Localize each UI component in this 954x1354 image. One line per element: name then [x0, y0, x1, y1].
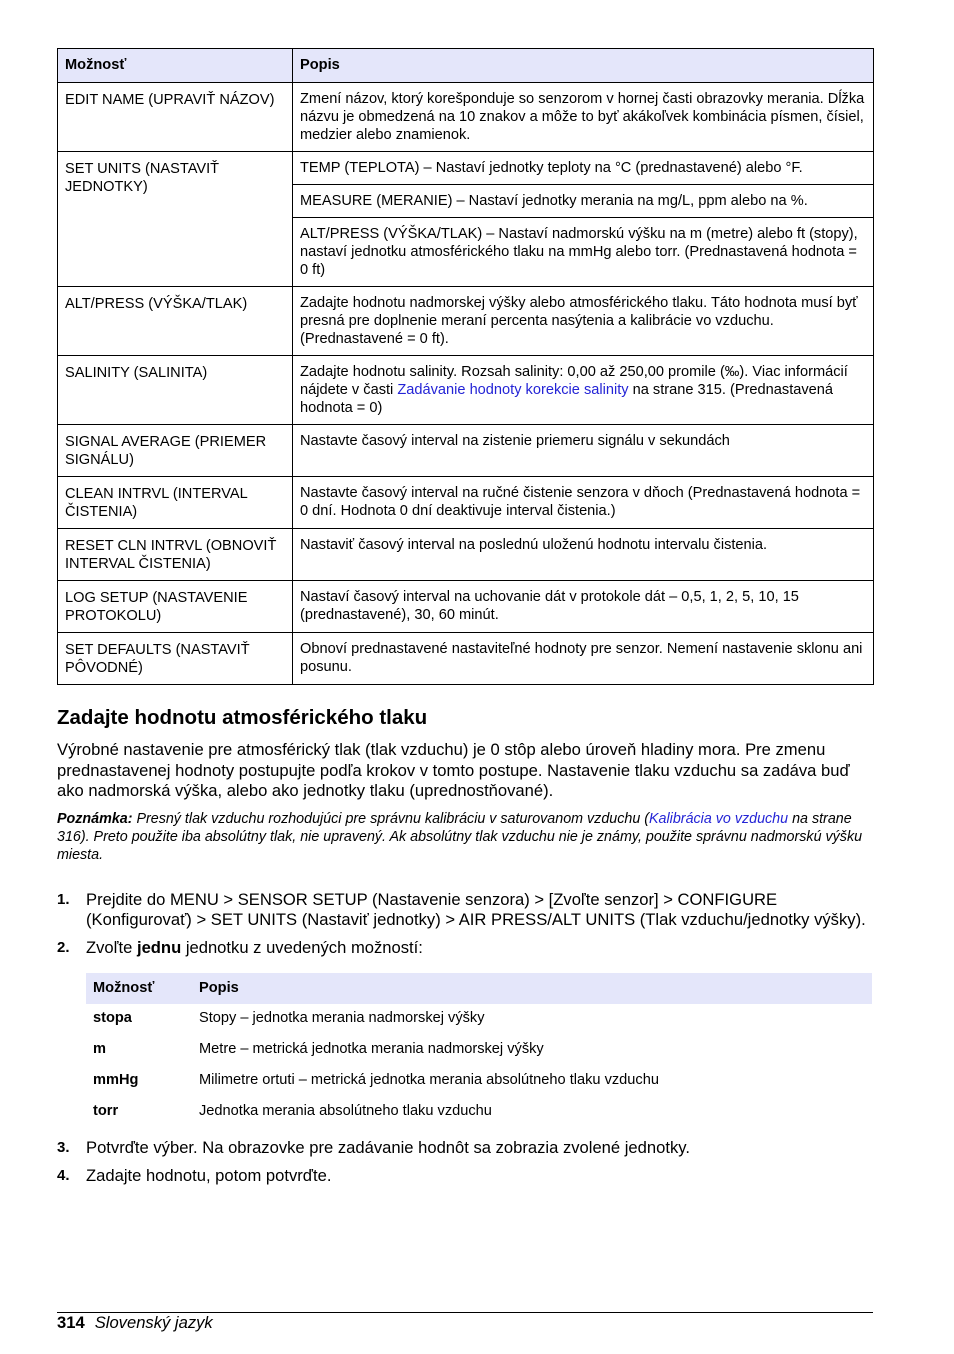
option-cell: ALT/PRESS (VÝŠKA/TLAK)	[58, 287, 293, 356]
footer-language: Slovenský jazyk	[94, 1313, 213, 1332]
unit-option: torr	[93, 1103, 119, 1119]
option-cell: LOG SETUP (NASTAVENIE PROTOKOLU)	[58, 581, 293, 633]
units-table-header	[86, 973, 872, 1004]
option-cell: RESET CLN INTRVL (OBNOVIŤ INTERVAL ČISTENIA)	[58, 529, 293, 581]
step-number: 1.	[57, 890, 70, 908]
unit-description: Stopy – jednotka merania nadmorskej výšky	[199, 1010, 485, 1026]
note-text-before: Presný tlak vzduchu rozhodujúci pre správnu kalibráciu v saturovanom vzduchu (	[132, 810, 650, 827]
step-text-after: jednotku z uvedených možností:	[181, 937, 423, 957]
table-row	[86, 1097, 872, 1128]
description-cell: Nastaví časový interval na uchovanie dát v protokole dát – 0,5, 1, 2, 5, 10, 15 (prednastavené), 30, 60 minút.	[293, 581, 874, 633]
table-row	[58, 425, 874, 477]
option-cell: SALINITY (SALINITA)	[58, 356, 293, 425]
procedure-steps-continued	[57, 1138, 873, 1186]
step-text: Potvrďte výber. Na obrazovke pre zadávanie hodnôt sa zobrazia zvolené jednotky.	[86, 1138, 690, 1157]
unit-option: m	[93, 1041, 106, 1057]
unit-description: Jednotka merania absolútneho tlaku vzduchu	[199, 1103, 492, 1119]
option-cell: SIGNAL AVERAGE (PRIEMER SIGNÁLU)	[58, 425, 293, 477]
salinity-text-after: na strane 315. (Prednastavená hodnota = 0)	[300, 382, 834, 416]
step-3	[57, 1138, 873, 1159]
option-cell: EDIT NAME (UPRAVIŤ NÁZOV)	[58, 83, 293, 152]
salinity-text-before: Zadajte hodnotu salinity. Rozsah salinity: 0,00 až 250,00 promile (‰). Viac informácií nájdete v časti	[300, 364, 848, 398]
description-cell: Obnoví prednastavené nastaviteľné hodnoty pre senzor. Nemení nastavenie sklonu ani posunu.	[293, 633, 874, 685]
description-cell: Nastavte časový interval na ručné čistenie senzora v dňoch (Prednastavená hodnota = 0 dní. Hodnota 0 dní deaktivuje interval čistenia.)	[293, 477, 874, 529]
table-row	[58, 83, 874, 152]
section-heading: Zadajte hodnotu atmosférického tlaku	[57, 706, 428, 729]
table-row	[86, 1035, 872, 1066]
header-option: Možnosť	[86, 973, 192, 1004]
unit-description: Milimetre ortuti – metrická jednotka merania absolútneho tlaku vzduchu	[199, 1072, 659, 1088]
units-table	[86, 973, 872, 1128]
description-cell	[293, 356, 874, 425]
description-cell: TEMP (TEPLOTA) – Nastaví jednotky teploty na °C (prednastavené) alebo °F.	[293, 152, 874, 185]
note-paragraph	[57, 810, 873, 864]
table-row	[58, 356, 874, 425]
table-row	[86, 1066, 872, 1097]
options-table-header	[58, 49, 874, 83]
description-cell: ALT/PRESS (VÝŠKA/TLAK) – Nastaví nadmorskú výšku na m (metre) alebo ft (stopy), nastaví jednotku atmosférického tlaku na mmHg alebo torr. (Prednastavená hodnota = 0 ft)	[293, 218, 874, 287]
header-description: Popis	[293, 49, 874, 83]
description-cell: Zadajte hodnotu nadmorskej výšky alebo atmosférického tlaku. Táto hodnota musí byť presná pre doplnenie meraní percenta nasýtenia a kalibrácie vo vzduchu. (Prednastavené = 0 ft).	[293, 287, 874, 356]
table-row	[58, 581, 874, 633]
step-text: Zadajte hodnotu, potom potvrďte.	[86, 1165, 332, 1185]
page-number: 314	[57, 1313, 85, 1332]
option-cell: SET DEFAULTS (NASTAVIŤ PÔVODNÉ)	[58, 633, 293, 685]
page-content	[57, 48, 873, 1193]
unit-option: stopa	[93, 1010, 132, 1026]
step-number: 2.	[57, 938, 70, 956]
header-option: Možnosť	[58, 49, 293, 83]
air-calibration-link[interactable]: Kalibrácia vo vzduchu	[649, 810, 789, 827]
unit-description: Metre – metrická jednotka merania nadmorskej výšky	[199, 1041, 544, 1057]
table-row	[58, 477, 874, 529]
description-cell: MEASURE (MERANIE) – Nastaví jednotky merania na mg/L, ppm alebo na %.	[293, 185, 874, 218]
table-row	[58, 633, 874, 685]
unit-option: mmHg	[93, 1072, 139, 1088]
step-number: 4.	[57, 1166, 70, 1184]
options-table	[57, 48, 874, 685]
table-row	[58, 287, 874, 356]
table-row	[58, 529, 874, 581]
step-1	[57, 890, 873, 931]
intro-paragraph: Výrobné nastavenie pre atmosférický tlak (tlak vzduchu) je 0 stôp alebo úroveň hladiny mora. Pre zmenu prednastavenej hodnoty postupujte podľa krokov v tomto postupe. Nastavenie tlaku vzduchu sa zadáva buď ako nadmorská výška, alebo ako jednotky tlaku (uprednostňované).	[57, 740, 850, 800]
table-row	[86, 1004, 872, 1035]
procedure-steps	[57, 890, 873, 959]
salinity-correction-link[interactable]: Zadávanie hodnoty korekcie salinity	[397, 382, 629, 398]
step-text: Prejdite do MENU > SENSOR SETUP (Nastavenie senzora) > [Zvoľte senzor] > CONFIGURE (Konfigurovať) > SET UNITS (Nastaviť jednotky) > AIR PRESS/ALT UNITS (Tlak vzduchu/jednotky výšky).	[86, 889, 866, 929]
description-cell: Nastaviť časový interval na poslednú uloženú hodnotu intervalu čistenia.	[293, 529, 874, 581]
note-text-after: na strane 316). Preto použite iba absolútny tlak, nie upravený. Ak absolútny tlak vzduchu nie je známy, použite správnu nadmorskú výšku miesta.	[57, 810, 863, 863]
step-4	[57, 1166, 873, 1187]
page-footer	[57, 1312, 873, 1333]
description-cell: Zmení názov, ktorý korešponduje so senzorom v hornej časti obrazovky merania. Dĺžka názvu je obmedzená na 10 znakov a môže to byť akákoľvek kombinácia písmen, čísiel, medzier alebo znamienok.	[293, 83, 874, 152]
option-cell: SET UNITS (NASTAVIŤ JEDNOTKY)	[58, 152, 293, 287]
description-cell: Nastavte časový interval na zistenie priemeru signálu v sekundách	[293, 425, 874, 477]
step-text-before: Zvoľte	[86, 937, 137, 957]
step-2	[57, 938, 873, 959]
step-number: 3.	[57, 1139, 70, 1156]
table-row	[58, 152, 874, 185]
option-cell: CLEAN INTRVL (INTERVAL ČISTENIA)	[58, 477, 293, 529]
note-label: Poznámka:	[57, 810, 133, 827]
step-text-bold: jednu	[136, 937, 182, 957]
header-description: Popis	[192, 973, 872, 1004]
